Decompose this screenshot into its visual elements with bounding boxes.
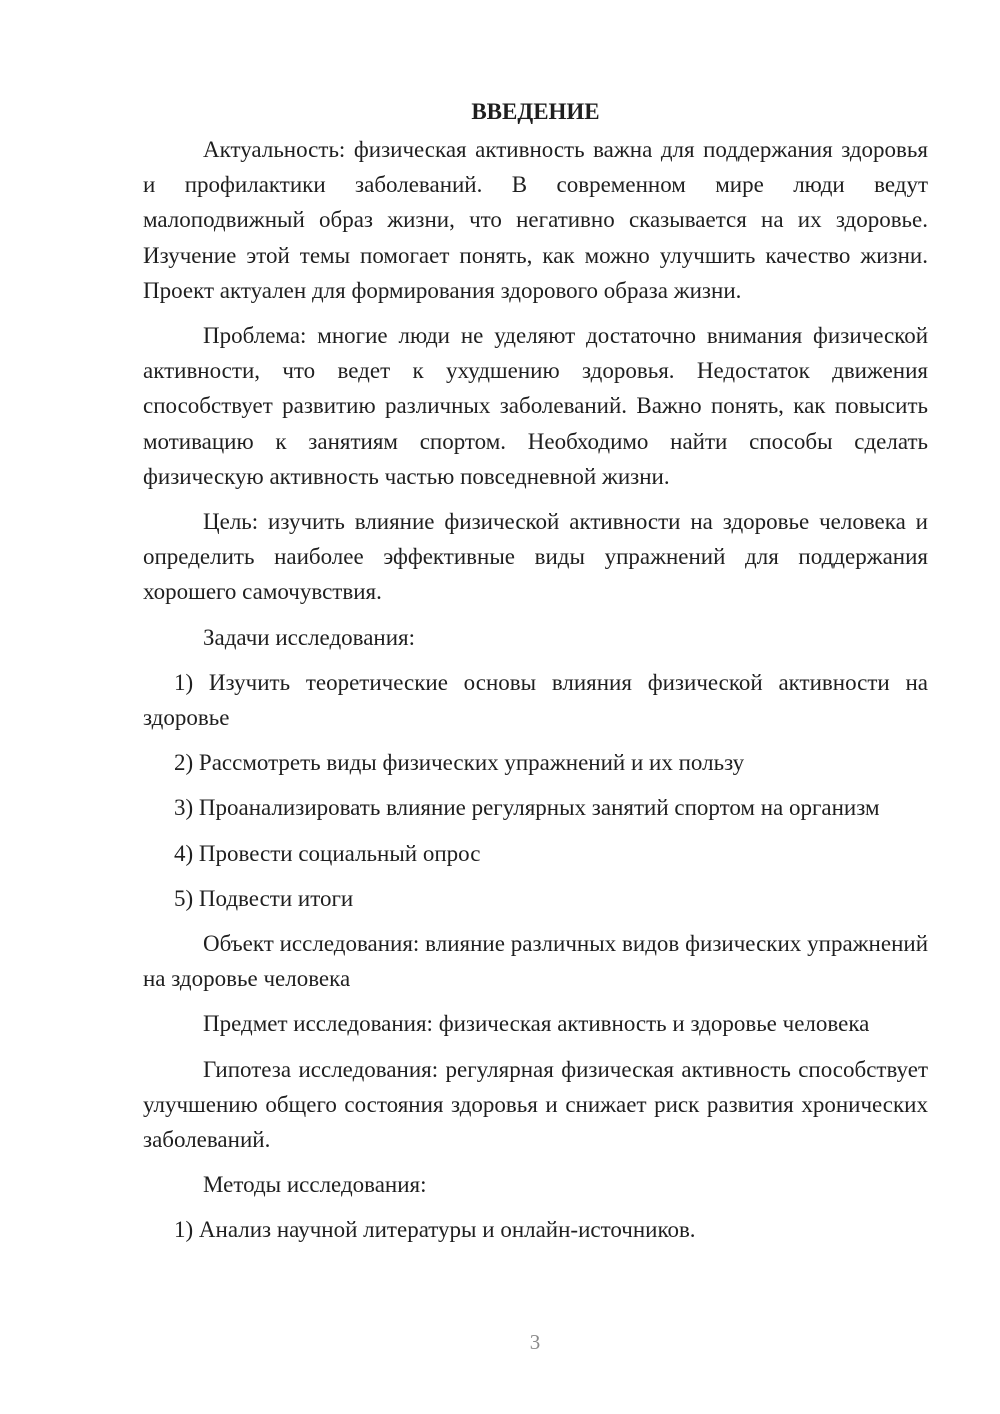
task-item: 4) Провести социальный опрос	[174, 840, 481, 866]
page-number: 3	[529, 1330, 541, 1354]
relevance-paragraph: Актуальность: физическая активность важна для поддержания здоровья и профилактики заболеваний. В современном мире люди ведут малоподвижный образ жизни, что негативно сказывается на их здоровье. Изучение этой темы помогает понять, как можно улучшить качество жизни. Проект актуален для формирования здорового образа жизни.	[143, 137, 928, 303]
task-item: 2) Рассмотреть виды физических упражнений и их пользу	[174, 750, 745, 776]
document-body	[143, 94, 928, 1258]
page-title: ВВЕДЕНИЕ	[471, 99, 600, 124]
subject-paragraph: Предмет исследования: физическая активность и здоровье человека	[203, 1011, 870, 1037]
hypothesis-paragraph: Гипотеза исследования: регулярная физическая активность способствует улучшению общего состояния здоровья и снижает риск развития хронических заболеваний.	[143, 1056, 928, 1153]
object-paragraph: Объект исследования: влияние различных видов физических упражнений на здоровье человека	[143, 931, 928, 992]
task-item: 1) Изучить теоретические основы влияния физической активности на здоровье	[143, 669, 928, 731]
methods-heading: Методы исследования:	[203, 1172, 427, 1198]
goal-paragraph: Цель: изучить влияние физической активности на здоровье человека и определить наиболее эффективные виды упражнений для поддержания хорошего самочувствия.	[143, 509, 928, 605]
tasks-heading: Задачи исследования:	[203, 624, 416, 650]
method-item: 1) Анализ научной литературы и онлайн-источников.	[174, 1217, 696, 1243]
task-item: 5) Подвести итоги	[174, 885, 354, 911]
task-item: 3) Проанализировать влияние регулярных занятий спортом на организм	[174, 795, 880, 821]
problem-paragraph: Проблема: многие люди не уделяют достаточно внимания физической активности, что ведет к ухудшению здоровья. Недостаток движения способствует развитию различных заболеваний. Важно понять, как повысить мотивацию к занятиям спортом. Необходимо найти способы сделать физическую активность частью повседневной жизни.	[143, 323, 928, 489]
